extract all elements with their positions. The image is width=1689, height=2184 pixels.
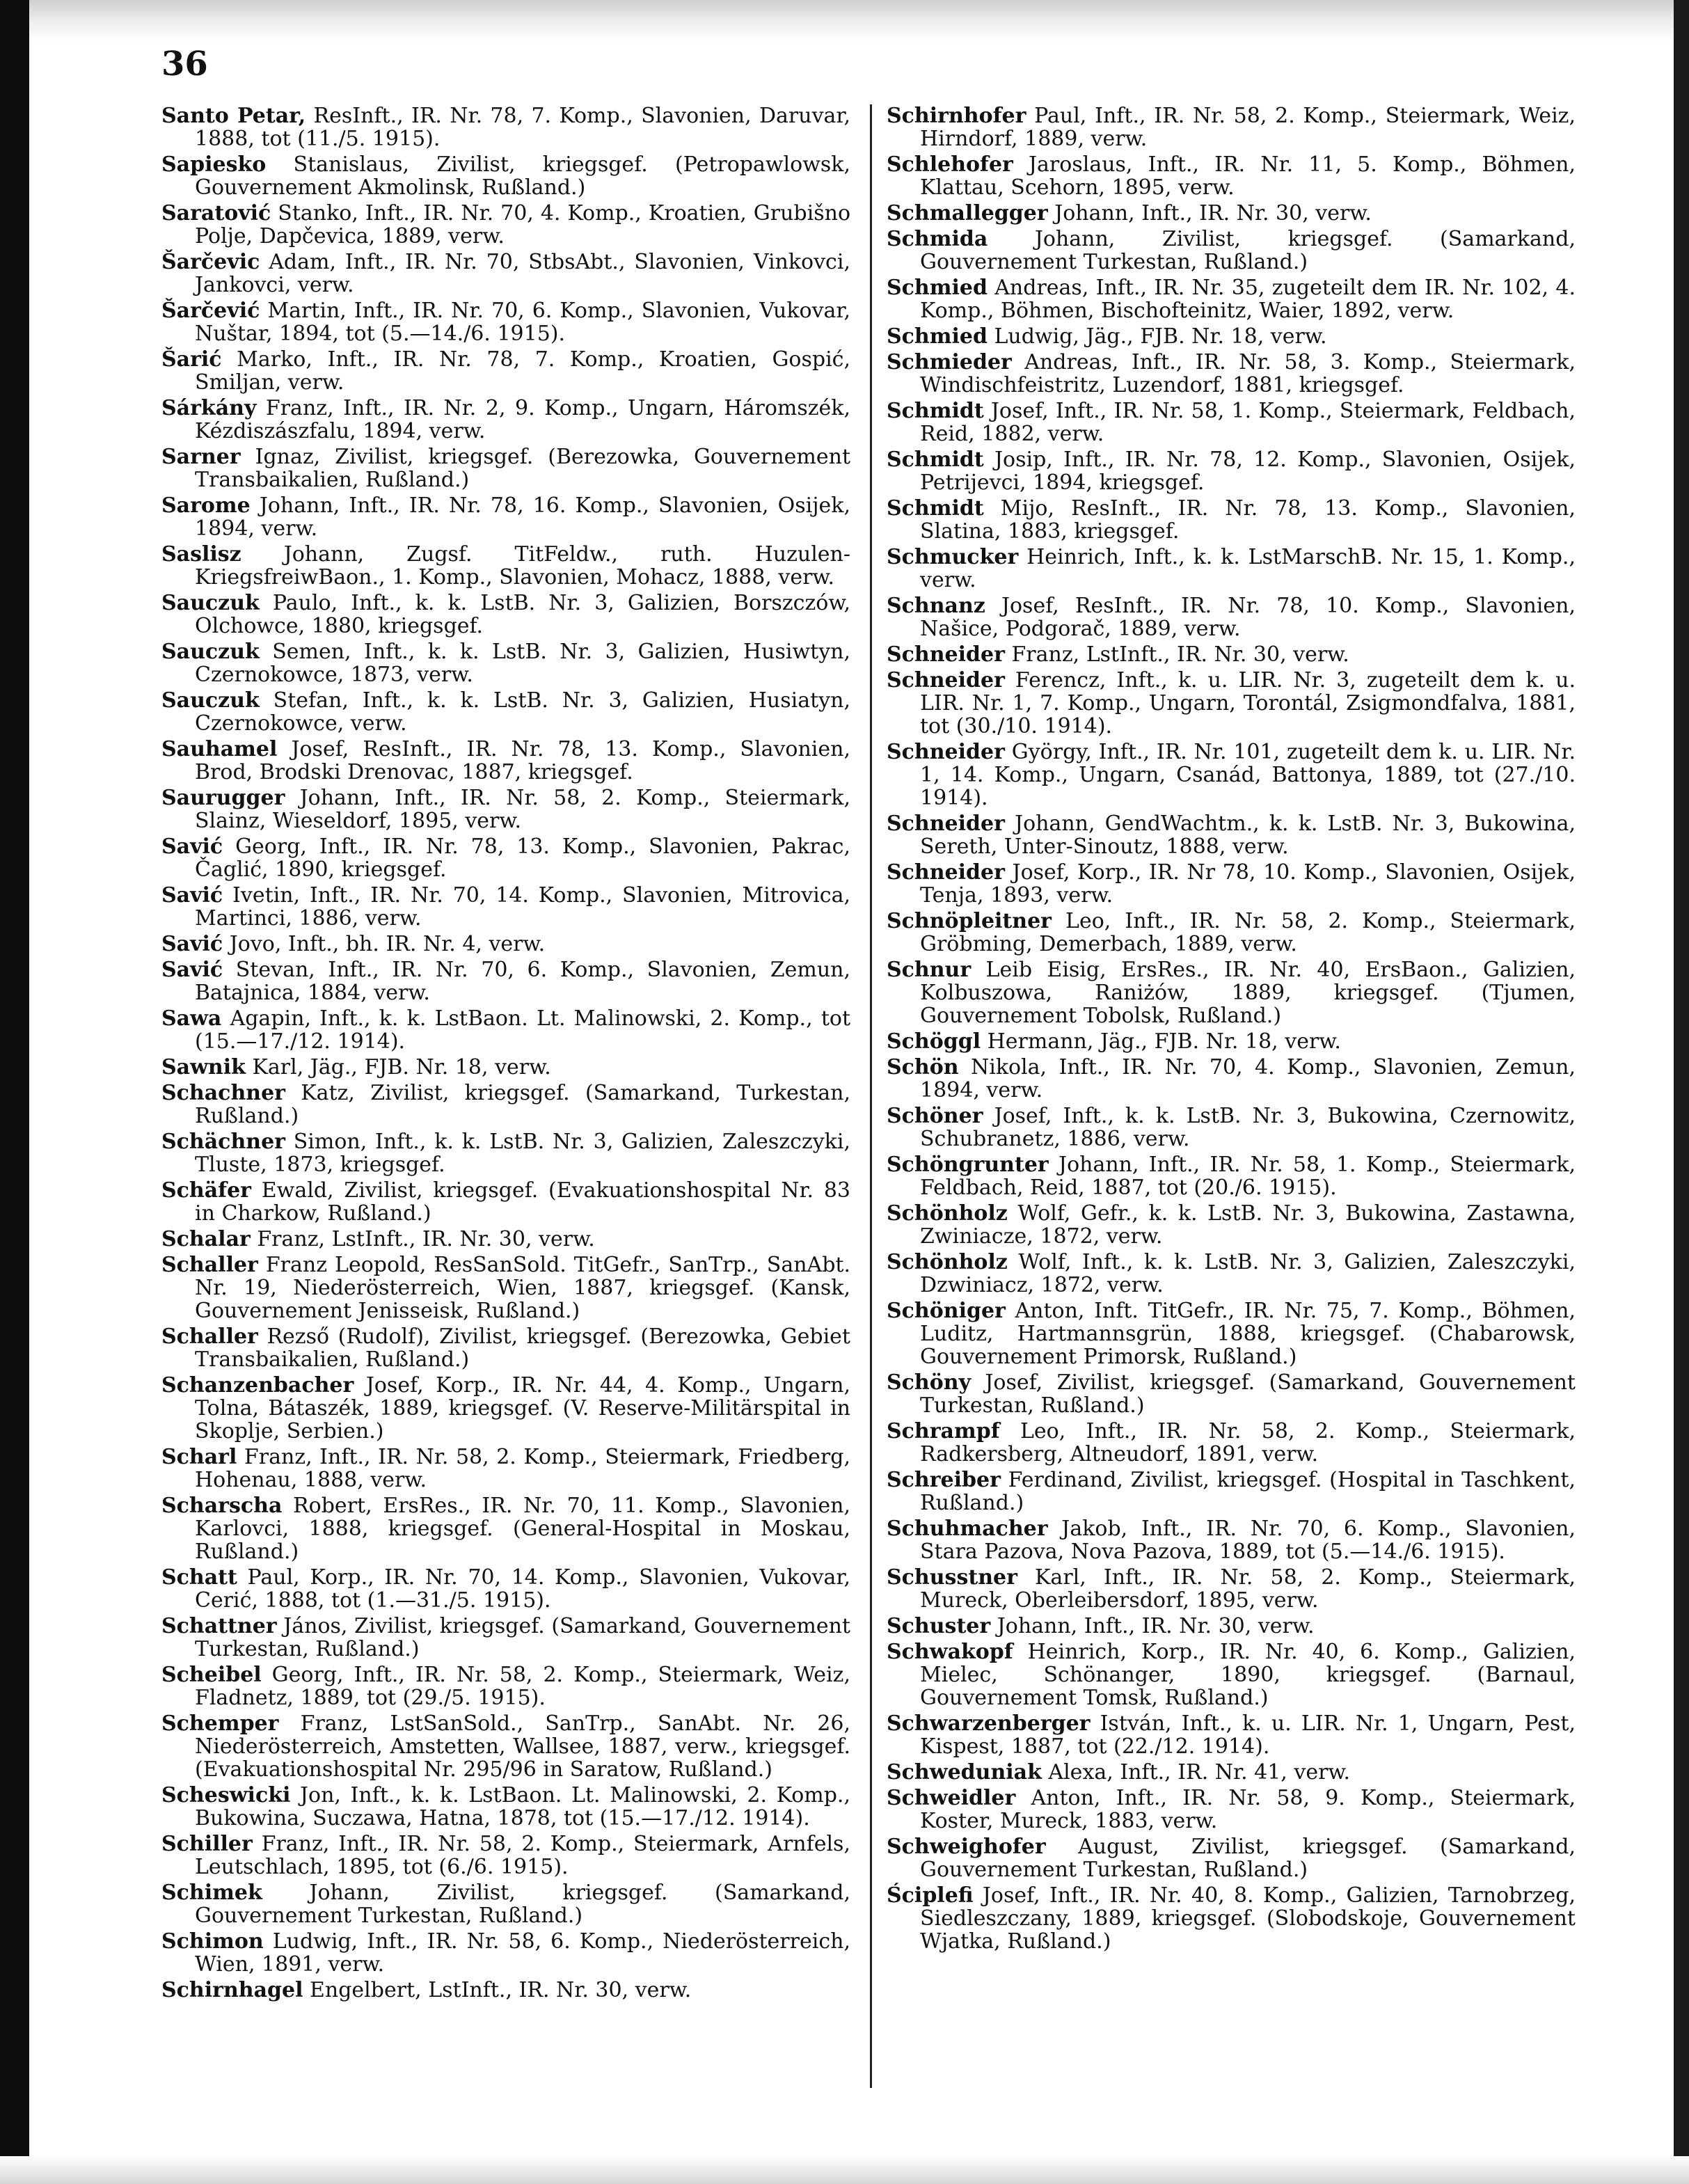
entry-surname: Ściplefi — [887, 1883, 974, 1908]
entry-details: Martin, Inft., IR. Nr. 70, 6. Komp., Slavonien, Vukovar, Nuštar, 1894, tot (5.—14./6. 1915). — [195, 299, 850, 346]
list-entry — [161, 592, 850, 638]
list-entry — [161, 543, 850, 589]
list-entry — [887, 351, 1576, 397]
entry-surname: Saratović — [161, 201, 271, 225]
list-entry — [887, 546, 1576, 592]
entry-details: Agapin, Inft., k. k. LstBaon. Lt. Malinowski, 2. Komp., tot (15.—17./12. 1914). — [195, 1006, 850, 1054]
list-entry — [887, 669, 1576, 738]
entry-details: Franz, LstInft., IR. Nr. 30, verw. — [1004, 642, 1349, 667]
entry-details: Mijo, ResInft., IR. Nr. 78, 13. Komp., Slavonien, Slatina, 1883, kriegsgef. — [920, 496, 1576, 544]
list-entry — [887, 325, 1576, 348]
list-entry — [161, 884, 850, 930]
entry-details: Wolf, Gefr., k. k. LstB. Nr. 3, Bukowina, Zastawna, Zwiniacze, 1872, verw. — [920, 1201, 1576, 1249]
entry-details: Josip, Inft., IR. Nr. 78, 12. Komp., Slavonien, Osijek, Petrijevci, 1894, kriegsgef. — [920, 448, 1576, 495]
list-entry — [161, 1446, 850, 1491]
entry-details: Stevan, Inft., IR. Nr. 70, 6. Komp., Slavonien, Zemun, Batajnica, 1884, verw. — [195, 958, 850, 1005]
list-entry — [161, 1881, 850, 1927]
entry-details: Stefan, Inft., k. k. LstB. Nr. 3, Galizien, Husiatyn, Czernokowce, verw. — [195, 688, 850, 736]
entry-surname: Schäfer — [161, 1178, 251, 1203]
entry-surname: Schwakopf — [887, 1640, 1013, 1664]
entry-details: Johann, Zugsf. TitFeldw., ruth. Huzulen-KriegsfreiwBaon., 1. Komp., Slavonien, Mohacz, 1888, verw. — [195, 542, 850, 589]
list-entry — [887, 1761, 1576, 1784]
entry-details: Jakob, Inft., IR. Nr. 70, 6. Komp., Slavonien, Stara Pazova, Nova Pazova, 1889, tot (5.—14./6. 1915). — [920, 1517, 1576, 1564]
entry-details: Josef, Inft., IR. Nr. 40, 8. Komp., Galizien, Tarnobrzeg, Siedleszczany, 1889, kriegsgef. (Slobodskoje, Gouvernement Wjatka, Rußland.) — [920, 1883, 1576, 1954]
entry-details: Alexa, Inft., IR. Nr. 41, verw. — [1041, 1760, 1351, 1785]
list-entry — [887, 1056, 1576, 1102]
entry-surname: Schachner — [161, 1081, 285, 1105]
entry-details: Nikola, Inft., IR. Nr. 70, 4. Komp., Slavonien, Zemun, 1894, verw. — [920, 1055, 1576, 1102]
entry-details: Ivetin, Inft., IR. Nr. 70, 14. Komp., Slavonien, Mitrovica, Martinci, 1886, verw. — [195, 883, 850, 931]
entry-surname: Šarčević — [161, 299, 260, 323]
list-entry — [887, 1787, 1576, 1833]
entry-surname: Schaller — [161, 1253, 258, 1277]
entry-details: Engelbert, LstInft., IR. Nr. 30, verw. — [303, 1978, 692, 2002]
list-entry — [161, 1566, 850, 1612]
list-entry — [161, 104, 850, 150]
entry-surname: Schmieder — [887, 350, 1012, 374]
list-entry — [161, 1663, 850, 1709]
entry-surname: Schnanz — [887, 594, 985, 618]
entry-details: Karl, Jäg., FJB. Nr. 18, verw. — [245, 1055, 551, 1079]
entry-details: Leo, Inft., IR. Nr. 58, 2. Komp., Steiermark, Gröbming, Demerbach, 1889, verw. — [920, 909, 1576, 956]
entry-surname: Schlehofer — [887, 152, 1013, 177]
entry-surname: Schiller — [161, 1832, 253, 1856]
list-entry — [161, 299, 850, 345]
list-entry — [161, 1712, 850, 1781]
list-entry — [887, 1712, 1576, 1758]
entry-surname: Sárkány — [161, 396, 257, 420]
entry-details: Johann, Inft., IR. Nr. 78, 16. Komp., Slavonien, Osijek, 1894, verw. — [195, 493, 850, 541]
entry-details: Karl, Inft., IR. Nr. 58, 2. Komp., Steiermark, Mureck, Oberleibersdorf, 1895, verw. — [920, 1565, 1576, 1613]
list-entry — [887, 448, 1576, 494]
scan-edge-left — [0, 0, 29, 2184]
list-entry — [887, 1030, 1576, 1053]
list-entry — [161, 445, 850, 491]
entry-details: Georg, Inft., IR. Nr. 58, 2. Komp., Steiermark, Weiz, Fladnetz, 1889, tot (29./5. 1915). — [195, 1663, 850, 1710]
list-entry — [887, 1469, 1576, 1514]
entry-surname: Schmied — [887, 324, 988, 349]
entry-details: Johann, Inft., IR. Nr. 30, verw. — [1047, 201, 1372, 225]
left-column — [161, 104, 850, 2004]
entry-details: Anton, Inft. TitGefr., IR. Nr. 75, 7. Komp., Böhmen, Luditz, Hartmannsgrün, 1888, kriegsgef. (Chabarowsk, Gouvernement Primorsk, Rußland.) — [920, 1299, 1576, 1369]
list-entry — [161, 202, 850, 248]
list-entry — [887, 1105, 1576, 1150]
list-entry — [161, 933, 850, 956]
entry-details: Johann, Zivilist, kriegsgef. (Samarkand, Gouvernement Turkestan, Rußland.) — [920, 227, 1576, 274]
list-entry — [887, 497, 1576, 543]
entry-surname: Sapiesko — [161, 152, 267, 177]
entry-surname: Savić — [161, 834, 223, 859]
entry-details: Josef, ResInft., IR. Nr. 78, 10. Komp., Slavonien, Našice, Podgorač, 1889, verw. — [920, 594, 1576, 641]
entry-details: Franz, LstSanSold., SanTrp., SanAbt. Nr. 26, Niederösterreich, Amstetten, Wallsee, 1887, verw., kriegsgef. (Evakuationshospital Nr. 295/96 in Saratow, Rußland.) — [195, 1711, 850, 1782]
list-entry — [161, 153, 850, 199]
entry-surname: Schmallegger — [887, 201, 1048, 225]
entry-details: Katz, Zivilist, kriegsgef. (Samarkand, Turkestan, Rußland.) — [195, 1081, 850, 1128]
entry-details: Paulo, Inft., k. k. LstB. Nr. 3, Galizien, Borszczów, Olchowce, 1880, kriegsgef. — [195, 591, 850, 638]
entry-surname: Schirnhofer — [887, 104, 1026, 128]
entry-details: Franz, Inft., IR. Nr. 58, 2. Komp., Steiermark, Friedberg, Hohenau, 1888, verw. — [195, 1445, 850, 1492]
entry-details: Jovo, Inft., bh. IR. Nr. 4, verw. — [223, 932, 546, 956]
entry-surname: Schirnhagel — [161, 1978, 303, 2002]
entry-details: Ewald, Zivilist, kriegsgef. (Evakuationshospital Nr. 83 in Charkow, Rußland.) — [195, 1178, 850, 1226]
list-entry — [161, 1253, 850, 1322]
list-entry — [887, 1615, 1576, 1638]
entry-details: Franz, LstInft., IR. Nr. 30, verw. — [250, 1227, 595, 1251]
entry-surname: Schuster — [887, 1614, 991, 1638]
entry-surname: Schreiber — [887, 1468, 1001, 1492]
entry-surname: Savić — [161, 932, 223, 956]
entry-details: Leo, Inft., IR. Nr. 58, 2. Komp., Steiermark, Radkersberg, Altneudorf, 1891, verw. — [920, 1419, 1576, 1466]
entry-details: Franz, Inft., IR. Nr. 2, 9. Komp., Ungarn, Háromszék, Kézdiszászfalu, 1894, verw. — [195, 396, 850, 443]
entry-details: Johann, Zivilist, kriegsgef. (Samarkand, Gouvernement Turkestan, Rußland.) — [195, 1881, 850, 1928]
list-entry — [161, 1615, 850, 1661]
list-entry — [161, 1179, 850, 1225]
entry-surname: Sauczuk — [161, 591, 260, 615]
entry-details: Josef, Zivilist, kriegsgef. (Samarkand, Gouvernement Turkestan, Rußland.) — [920, 1370, 1576, 1418]
entry-details: Stanislaus, Zivilist, kriegsgef. (Petropawlowsk, Gouvernement Akmolinsk, Rußland.) — [195, 152, 850, 200]
list-entry — [887, 1640, 1576, 1709]
entry-surname: Schemper — [161, 1711, 279, 1736]
list-entry — [161, 1930, 850, 1976]
entry-surname: Schneider — [887, 642, 1005, 667]
entry-surname: Schönholz — [887, 1201, 1008, 1226]
entry-surname: Saslisz — [161, 542, 241, 567]
entry-surname: Schmidt — [887, 496, 984, 521]
entry-details: Ignaz, Zivilist, kriegsgef. (Berezowka, Gouvernement Transbaikalien, Rußland.) — [195, 445, 850, 492]
list-entry — [887, 1153, 1576, 1199]
list-entry — [161, 1494, 850, 1563]
list-entry — [887, 202, 1576, 225]
entry-details: Josef, Inft., k. k. LstB. Nr. 3, Bukowina, Czernowitz, Schubranetz, 1886, verw. — [920, 1104, 1576, 1151]
entry-details: Ludwig, Inft., IR. Nr. 58, 6. Komp., Niederösterreich, Wien, 1891, verw. — [195, 1929, 850, 1977]
list-entry — [887, 1566, 1576, 1612]
page-number: 36 — [161, 45, 208, 84]
list-entry — [887, 1202, 1576, 1248]
list-entry — [161, 1007, 850, 1053]
list-entry — [887, 1884, 1576, 1953]
entry-surname: Sauczuk — [161, 688, 260, 713]
entry-surname: Savić — [161, 958, 223, 982]
entry-surname: Schöner — [887, 1104, 983, 1128]
entry-surname: Schatt — [161, 1565, 237, 1590]
list-entry — [161, 786, 850, 832]
entry-surname: Šarić — [161, 347, 222, 372]
entry-surname: Sawa — [161, 1006, 222, 1031]
entry-surname: Schön — [887, 1055, 959, 1079]
entry-surname: Schaller — [161, 1324, 258, 1349]
entry-surname: Scheswicki — [161, 1783, 291, 1807]
entry-surname: Sauhamel — [161, 737, 278, 761]
entry-details: János, Zivilist, kriegsgef. (Samarkand, Gouvernement Turkestan, Rußland.) — [195, 1614, 850, 1661]
right-column — [887, 104, 1576, 1956]
entry-surname: Schnöpleitner — [887, 909, 1052, 933]
entry-surname: Schuhmacher — [887, 1517, 1048, 1541]
entry-details: Josef, Korp., IR. Nr. 44, 4. Komp., Ungarn, Tolna, Bátaszék, 1889, kriegsgef. (V. Reserve-Militärspital in Skoplje, Serbien.) — [195, 1373, 850, 1443]
entry-surname: Schneider — [887, 812, 1005, 836]
entry-details: Ferencz, Inft., k. u. LIR. Nr. 3, zugeteilt dem k. u. LIR. Nr. 1, 7. Komp., Ungarn, Torontál, Zsigmondfalva, 1881, tot (30./10. 1914). — [920, 668, 1576, 738]
entry-details: Robert, ErsRes., IR. Nr. 70, 11. Komp., Slavonien, Karlovci, 1888, kriegsgef. (General-Hospital in Moskau, Rußland.) — [195, 1494, 850, 1564]
list-entry — [161, 1374, 850, 1443]
entry-details: Paul, Inft., IR. Nr. 58, 2. Komp., Steiermark, Weiz, Hirndorf, 1889, verw. — [920, 104, 1576, 151]
entry-details: Jaroslaus, Inft., IR. Nr. 11, 5. Komp., Böhmen, Klattau, Scehorn, 1895, verw. — [920, 152, 1576, 200]
entry-details: Hermann, Jäg., FJB. Nr. 18, verw. — [981, 1029, 1341, 1054]
entry-surname: Schmida — [887, 227, 988, 251]
list-entry — [887, 153, 1576, 199]
entry-details: Anton, Inft., IR. Nr. 58, 9. Komp., Steiermark, Koster, Mureck, 1883, verw. — [920, 1786, 1576, 1833]
entry-surname: Sarome — [161, 493, 251, 518]
entry-details: August, Zivilist, kriegsgef. (Samarkand, Gouvernement Turkestan, Rußland.) — [920, 1835, 1576, 1882]
entry-details: Paul, Korp., IR. Nr. 70, 14. Komp., Slavonien, Vukovar, Cerić, 1888, tot (1.—31./5. 1915). — [195, 1565, 850, 1613]
list-entry — [887, 741, 1576, 809]
column-divider — [870, 104, 872, 2088]
entry-surname: Schweidler — [887, 1786, 1016, 1810]
list-entry — [887, 228, 1576, 274]
entry-details: Semen, Inft., k. k. LstB. Nr. 3, Galizien, Husiwtyn, Czernokowce, 1873, verw. — [195, 640, 850, 687]
entry-surname: Schusstner — [887, 1565, 1017, 1590]
entry-surname: Scharscha — [161, 1494, 283, 1518]
entry-surname: Schmidt — [887, 399, 984, 423]
entry-details: Andreas, Inft., IR. Nr. 35, zugeteilt dem IR. Nr. 102, 4. Komp., Böhmen, Bischofteinitz, Waier, 1892, verw. — [920, 276, 1576, 323]
entry-surname: Schimon — [161, 1929, 264, 1954]
list-entry — [887, 1835, 1576, 1881]
list-entry — [887, 1299, 1576, 1368]
entry-surname: Scharl — [161, 1445, 237, 1469]
entry-surname: Schweighofer — [887, 1835, 1046, 1859]
list-entry — [887, 1251, 1576, 1297]
scan-edge-top — [0, 0, 1689, 42]
list-entry — [887, 643, 1576, 666]
entry-details: Johann, Inft., IR. Nr. 58, 1. Komp., Steiermark, Feldbach, Reid, 1887, tot (20./6. 1915). — [920, 1153, 1576, 1200]
list-entry — [161, 494, 850, 540]
entry-surname: Sauczuk — [161, 640, 260, 664]
entry-details: Franz, Inft., IR. Nr. 58, 2. Komp., Steiermark, Arnfels, Leutschlach, 1895, tot (6./6. 1915). — [195, 1832, 850, 1879]
list-entry — [161, 640, 850, 686]
entry-details: Wolf, Inft., k. k. LstB. Nr. 3, Galizien, Zaleszczyki, Dzwiniacz, 1872, verw. — [920, 1250, 1576, 1297]
entry-surname: Savić — [161, 883, 223, 908]
list-entry — [887, 1420, 1576, 1466]
entry-details: István, Inft., k. u. LIR. Nr. 1, Ungarn, Pest, Kispest, 1887, tot (22./12. 1914). — [920, 1711, 1576, 1759]
list-entry — [161, 1082, 850, 1127]
entry-details: Jon, Inft., k. k. LstBaon. Lt. Malinowski, 2. Komp., Bukowina, Suczawa, Hatna, 1878, tot (15.—17./12. 1914). — [195, 1783, 850, 1830]
list-entry — [161, 1056, 850, 1079]
entry-surname: Schattner — [161, 1614, 277, 1638]
list-entry — [887, 104, 1576, 150]
entry-surname: Schönholz — [887, 1250, 1008, 1274]
list-entry — [161, 689, 850, 735]
entry-details: Stanko, Inft., IR. Nr. 70, 4. Komp., Kroatien, Grubišno Polje, Dapčevica, 1889, verw. — [195, 201, 850, 248]
entry-surname: Schächner — [161, 1130, 285, 1154]
entry-surname: Schanzenbacher — [161, 1373, 354, 1398]
entry-details: Josef, Korp., IR. Nr 78, 10. Komp., Slavonien, Osijek, Tenja, 1893, verw. — [920, 860, 1576, 908]
entry-surname: Schöngrunter — [887, 1153, 1049, 1177]
entry-details: Andreas, Inft., IR. Nr. 58, 3. Komp., Steiermark, Windischfeistritz, Luzendorf, 1881, kriegsgef. — [920, 350, 1576, 397]
scan-edge-bottom — [0, 2156, 1689, 2184]
list-entry — [161, 1130, 850, 1176]
list-entry — [161, 251, 850, 296]
scan-edge-right — [1674, 0, 1689, 2184]
list-entry — [161, 1833, 850, 1878]
list-entry — [887, 1517, 1576, 1563]
entry-details: Johann, GendWachtm., k. k. LstB. Nr. 3, Bukowina, Sereth, Unter-Sinoutz, 1888, verw. — [920, 812, 1576, 859]
entry-surname: Schöggl — [887, 1029, 981, 1054]
entry-surname: Schnur — [887, 958, 972, 982]
list-entry — [161, 835, 850, 881]
entry-surname: Schimek — [161, 1881, 262, 1905]
entry-details: Marko, Inft., IR. Nr. 78, 7. Komp., Kroatien, Gospić, Smiljan, verw. — [195, 347, 850, 395]
entry-surname: Schweduniak — [887, 1760, 1042, 1785]
entry-details: Ludwig, Jäg., FJB. Nr. 18, verw. — [987, 324, 1327, 349]
entry-surname: Santo Petar, — [161, 104, 306, 128]
entry-details: Josef, Inft., IR. Nr. 58, 1. Komp., Steiermark, Feldbach, Reid, 1882, verw. — [920, 399, 1576, 446]
entry-surname: Sawnik — [161, 1055, 246, 1079]
list-entry — [161, 1979, 850, 2002]
list-entry — [887, 812, 1576, 858]
entry-details: Josef, ResInft., IR. Nr. 78, 13. Komp., Slavonien, Brod, Brodski Drenovac, 1887, kriegsgef. — [195, 737, 850, 784]
list-entry — [887, 399, 1576, 445]
entry-details: Simon, Inft., k. k. LstB. Nr. 3, Galizien, Zaleszczyki, Tluste, 1873, kriegsgef. — [195, 1130, 850, 1177]
list-entry — [887, 276, 1576, 322]
entry-details: Ferdinand, Zivilist, kriegsgef. (Hospital in Taschkent, Rußland.) — [920, 1468, 1576, 1515]
entry-surname: Schrampf — [887, 1419, 1000, 1443]
list-entry — [161, 348, 850, 394]
entry-details: ResInft., IR. Nr. 78, 7. Komp., Slavonien, Daruvar, 1888, tot (11./5. 1915). — [195, 104, 850, 151]
entry-details: Heinrich, Korp., IR. Nr. 40, 6. Komp., Galizien, Mielec, Schönanger, 1890, kriegsgef. (Barnaul, Gouvernement Tomsk, Rußland.) — [920, 1640, 1576, 1710]
list-entry — [887, 594, 1576, 640]
entry-surname: Schmidt — [887, 448, 984, 472]
entry-details: Johann, Inft., IR. Nr. 58, 2. Komp., Steiermark, Slainz, Wieseldorf, 1895, verw. — [195, 786, 850, 833]
entry-details: Heinrich, Inft., k. k. LstMarschB. Nr. 15, 1. Komp., verw. — [920, 545, 1576, 592]
entry-surname: Saurugger — [161, 786, 285, 810]
list-entry — [161, 1228, 850, 1251]
entry-details: Georg, Inft., IR. Nr. 78, 13. Komp., Slavonien, Pakrac, Čaglić, 1890, kriegsgef. — [195, 834, 850, 882]
entry-surname: Schöny — [887, 1370, 971, 1395]
entry-surname: Schöniger — [887, 1299, 1006, 1323]
entry-surname: Schneider — [887, 860, 1005, 885]
entry-surname: Šarčevic — [161, 250, 260, 274]
list-entry — [161, 738, 850, 784]
entry-details: Leib Eisig, ErsRes., IR. Nr. 40, ErsBaon., Galizien, Kolbuszowa, Raniżów, 1889, kriegsgef. (Tjumen, Gouvernement Tobolsk, Rußland.) — [920, 958, 1576, 1028]
entry-surname: Sarner — [161, 445, 241, 469]
list-entry — [887, 861, 1576, 907]
entry-surname: Schmied — [887, 276, 988, 300]
list-entry — [887, 958, 1576, 1027]
entry-surname: Schmucker — [887, 545, 1019, 569]
list-entry — [887, 1371, 1576, 1417]
entry-details: Franz Leopold, ResSanSold. TitGefr., SanTrp., SanAbt. Nr. 19, Niederösterreich, Wien, 1887, kriegsgef. (Kansk, Gouvernement Jenisseisk, Rußland.) — [195, 1253, 850, 1323]
entry-details: Rezső (Rudolf), Zivilist, kriegsgef. (Berezowka, Gebiet Transbaikalien, Rußland.) — [195, 1324, 850, 1372]
entry-surname: Schwarzenberger — [887, 1711, 1091, 1736]
list-entry — [161, 397, 850, 443]
list-entry — [161, 1784, 850, 1830]
entry-surname: Schneider — [887, 668, 1005, 693]
entry-details: Johann, Inft., IR. Nr. 30, verw. — [990, 1614, 1315, 1638]
entry-details: Adam, Inft., IR. Nr. 70, StbsAbt., Slavonien, Vinkovci, Jankovci, verw. — [195, 250, 850, 297]
list-entry — [887, 910, 1576, 956]
entry-surname: Schneider — [887, 740, 1005, 764]
list-entry — [161, 1325, 850, 1371]
entry-surname: Scheibel — [161, 1663, 262, 1687]
entry-details: György, Inft., IR. Nr. 101, zugeteilt dem k. u. LIR. Nr. 1, 14. Komp., Ungarn, Csanád, Battonya, 1889, tot (27./10. 1914). — [920, 740, 1576, 810]
list-entry — [161, 958, 850, 1004]
entry-surname: Schalar — [161, 1227, 251, 1251]
